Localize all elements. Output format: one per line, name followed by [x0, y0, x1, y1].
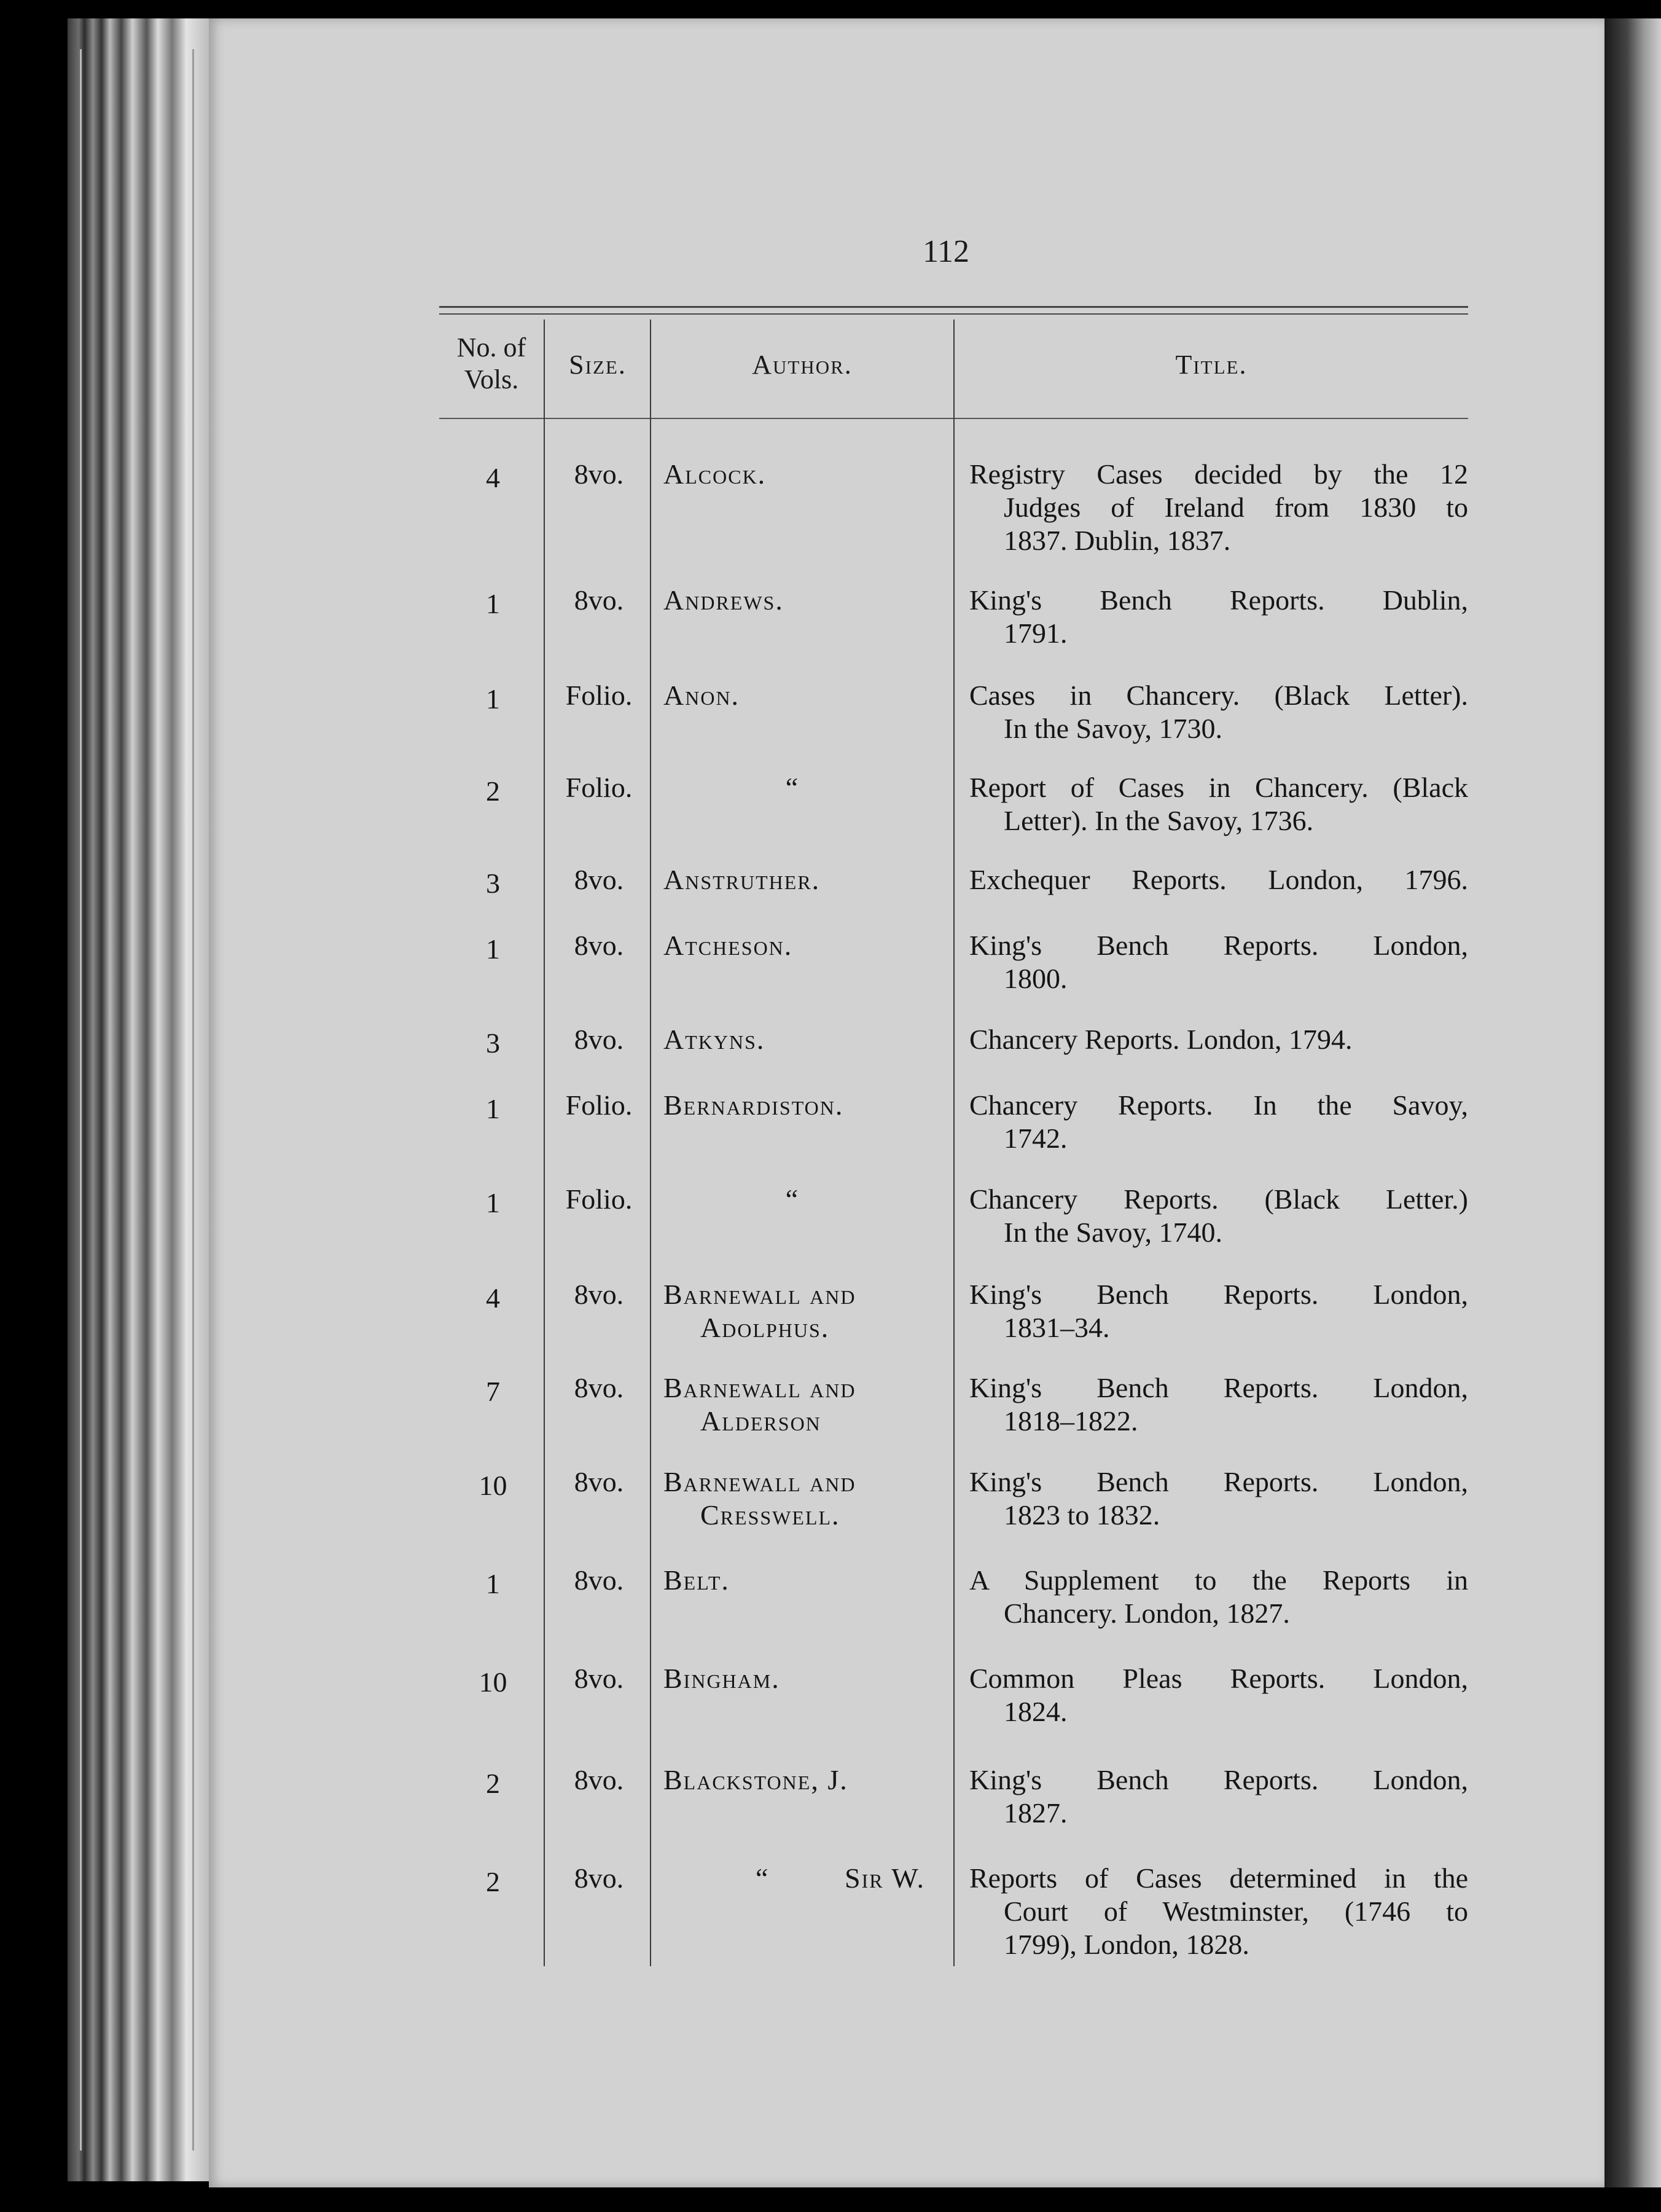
title-cell: [969, 1564, 1468, 1630]
size-cell: 8vo.: [574, 584, 624, 616]
title-line: In the Savoy, 1730.: [1004, 713, 1223, 744]
title-line: 1837. Dublin, 1837.: [1004, 525, 1231, 556]
title-cell: [969, 1089, 1468, 1155]
title-line: 1800.: [1004, 963, 1068, 994]
title-cell: [969, 458, 1468, 557]
author-line: Barnewall and: [663, 1466, 856, 1497]
vols-cell: 4: [486, 1282, 500, 1314]
author-line: “: [785, 772, 800, 803]
vols-cell: 1: [486, 683, 500, 715]
author-line: Barnewall and: [663, 1372, 856, 1403]
title-line: Exchequer Reports. London, 1796.: [969, 864, 1468, 895]
author-line: Belt.: [663, 1564, 730, 1596]
header-vols-line: No. of: [456, 332, 526, 363]
author-cell: [663, 458, 952, 491]
table-top-rule-thin: [439, 313, 1468, 315]
title-line: Report of Cases in Chancery. (Black: [969, 772, 1468, 803]
size-cell: 8vo.: [574, 1764, 624, 1795]
vols-cell: 2: [486, 775, 500, 807]
title-cell: [969, 1465, 1468, 1532]
vols-cell: 7: [486, 1376, 500, 1407]
title-cell: [969, 1862, 1468, 1961]
size-cell: 8vo.: [574, 1862, 624, 1894]
title-line: Registry Cases decided by the 12: [969, 458, 1468, 490]
author-cell: [663, 929, 952, 962]
vols-cell: 1: [486, 1093, 500, 1124]
author-line: Andrews.: [663, 584, 784, 616]
title-line: King's Bench Reports. London,: [969, 1372, 1468, 1403]
title-line: 1823 to 1832.: [1004, 1499, 1160, 1531]
size-cell: 8vo.: [574, 1024, 624, 1055]
author-line: Bernardiston.: [663, 1089, 844, 1121]
title-line: 1831–34.: [1004, 1312, 1110, 1343]
title-line: Letter). In the Savoy, 1736.: [1004, 805, 1314, 836]
author-line: Alderson: [700, 1405, 821, 1437]
title-cell: [969, 1023, 1468, 1056]
title-cell: [969, 679, 1468, 745]
vols-cell: 4: [486, 462, 500, 493]
vols-cell: 3: [486, 1027, 500, 1059]
size-cell: 8vo.: [574, 458, 624, 490]
author-cell: [663, 1662, 952, 1695]
author-cell: [663, 771, 921, 804]
title-line: Judges of Ireland from 1830 to: [1004, 492, 1468, 523]
author-cell: [663, 1278, 952, 1344]
size-cell: Folio.: [565, 680, 633, 711]
title-line: 1742.: [1004, 1123, 1068, 1154]
author-line: “: [756, 1862, 768, 1894]
page-edge-lines: [80, 49, 194, 2151]
title-line: A Supplement to the Reports in: [969, 1564, 1468, 1596]
title-line: 1824.: [1004, 1696, 1068, 1727]
author-line: Atkyns.: [663, 1024, 765, 1055]
title-line: King's Bench Reports. London,: [969, 1764, 1468, 1795]
author-cell: [663, 584, 952, 617]
author-cell: [663, 1089, 952, 1122]
author-cell: [663, 1465, 952, 1532]
title-cell: [969, 1278, 1468, 1344]
title-line: Chancery Reports. In the Savoy,: [969, 1089, 1468, 1121]
title-line: Court of Westminster, (1746 to: [1004, 1896, 1468, 1927]
column-divider: [544, 320, 545, 1966]
author-cell: [663, 863, 952, 896]
author-line: Sir W.: [845, 1862, 925, 1894]
next-page-sliver: [1604, 18, 1661, 2187]
size-cell: 8vo.: [574, 864, 624, 895]
header-title: Title.: [1175, 350, 1248, 380]
author-line: Cresswell.: [700, 1499, 840, 1531]
author-cell: [663, 1023, 952, 1056]
author-cell: [663, 1564, 952, 1597]
title-line: 1799), London, 1828.: [1004, 1929, 1249, 1960]
table-top-rule: [439, 306, 1468, 308]
title-cell: [969, 584, 1468, 650]
author-line: Barnewall and: [663, 1279, 856, 1310]
title-line: Common Pleas Reports. London,: [969, 1663, 1468, 1694]
author-line: Atcheson.: [663, 930, 793, 961]
author-cell: [663, 1763, 952, 1797]
title-line: In the Savoy, 1740.: [1004, 1217, 1223, 1248]
title-cell: [969, 1763, 1468, 1830]
size-cell: Folio.: [565, 1183, 633, 1215]
author-line: Bingham.: [663, 1663, 780, 1694]
title-line: 1827.: [1004, 1797, 1068, 1829]
title-cell: [969, 771, 1468, 837]
vols-cell: 2: [486, 1866, 500, 1897]
page-number: 112: [922, 234, 970, 269]
title-line: King's Bench Reports. London,: [969, 1466, 1468, 1497]
title-cell: [969, 863, 1468, 896]
author-cell: [663, 1371, 952, 1438]
header-author: Author.: [752, 350, 853, 380]
title-line: King's Bench Reports. Dublin,: [969, 584, 1468, 616]
size-cell: 8vo.: [574, 1663, 624, 1694]
title-cell: [969, 929, 1468, 995]
title-line: 1818–1822.: [1004, 1405, 1138, 1437]
author-line: Anstruther.: [663, 864, 821, 895]
author-line: Anon.: [663, 680, 740, 711]
size-cell: 8vo.: [574, 1466, 624, 1497]
size-cell: 8vo.: [574, 930, 624, 961]
title-cell: [969, 1371, 1468, 1438]
author-cell: [663, 1183, 921, 1216]
vols-cell: 10: [479, 1470, 507, 1501]
title-line: King's Bench Reports. London,: [969, 1279, 1468, 1310]
column-divider: [650, 320, 651, 1966]
author-line: “: [785, 1183, 800, 1215]
author-line: Blackstone, J.: [663, 1764, 848, 1795]
title-line: Chancery Reports. London, 1794.: [969, 1024, 1353, 1055]
author-line: Alcock.: [663, 458, 767, 490]
vols-cell: 1: [486, 1187, 500, 1218]
column-divider: [953, 320, 955, 1966]
vols-cell: 2: [486, 1768, 500, 1799]
title-cell: [969, 1183, 1468, 1249]
vols-cell: 1: [486, 1568, 500, 1599]
header-vols-line: Vols.: [464, 364, 519, 394]
vols-cell: 1: [486, 933, 500, 965]
title-line: Chancery. London, 1827.: [1004, 1598, 1290, 1629]
author-line: Adolphus.: [700, 1312, 830, 1343]
size-cell: Folio.: [565, 1089, 633, 1121]
title-line: 1791.: [1004, 618, 1068, 649]
title-line: Reports of Cases determined in the: [969, 1862, 1468, 1894]
title-line: King's Bench Reports. London,: [969, 930, 1468, 961]
title-cell: [969, 1662, 1468, 1728]
vols-cell: 10: [479, 1666, 507, 1698]
header-vols: [439, 332, 544, 396]
size-cell: 8vo.: [574, 1372, 624, 1403]
title-line: Chancery Reports. (Black Letter.): [969, 1183, 1468, 1215]
title-line: Cases in Chancery. (Black Letter).: [969, 680, 1468, 711]
vols-cell: 3: [486, 868, 500, 899]
size-cell: 8vo.: [574, 1564, 624, 1596]
author-cell: [663, 679, 952, 712]
header-size: Size.: [569, 350, 627, 380]
size-cell: Folio.: [565, 772, 633, 803]
size-cell: 8vo.: [574, 1279, 624, 1310]
vols-cell: 1: [486, 588, 500, 619]
